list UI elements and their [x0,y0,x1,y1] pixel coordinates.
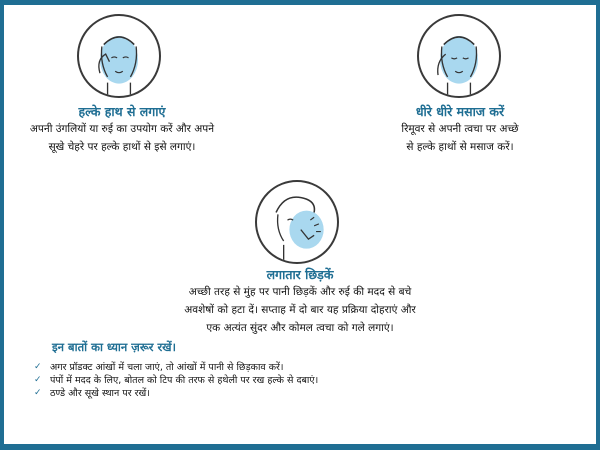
step-3-text [130,283,470,337]
list-item-text: पंपों में मदद के लिए, बोतल को टिप की तरफ से हथेली पर रख हल्के से दबाएं। [50,375,319,386]
step-3-title: लगातार छिड़कें [266,267,334,282]
checkmark-icon: ✓ [34,387,42,398]
step-2-text [346,120,574,156]
frame-top-border [0,0,600,5]
frame-left-border [0,0,4,450]
step-1-line: अपनी उंगलियों या रुई का उपयोग करें और अपने [29,123,215,135]
frame-right-border [596,0,600,450]
checkmark-icon: ✓ [34,374,42,385]
step-3-line: अवशेषों को हटा दें। सप्ताह में दो बार यह प्रक्रिया दोहराएं और [184,304,416,316]
frame-bottom-border [0,444,600,450]
step-3-line: अच्छी तरह से मुंह पर पानी छिड़कें और रुई की मदद से बचे [188,286,412,298]
notes-list [34,360,554,399]
notes-heading: इन बातों का ध्यान ज़रूर रखें। [52,340,176,354]
step-3-line: एक अत्यंत सुंदर और कोमल त्वचा को गले लगाएं। [206,322,394,334]
face-massage-icon [417,14,501,98]
step-2-line: रिमूवर से अपनी त्वचा पर अच्छे [401,123,519,135]
list-item [34,360,554,373]
list-item-text: ठण्डे और सूखे स्थान पर रखें। [50,388,150,399]
step-2-line: से हल्के हाथों से मसाज करें। [406,141,514,153]
step-1-line: सूखे चेहरे पर हल्के हाथों से इसे लगाएं। [48,141,196,153]
step-1-title: हल्के हाथ से लगाएं [78,104,166,119]
step-1-text [0,120,244,156]
step-2-title: धीरे धीरे मसाज करें [415,104,505,119]
list-item [34,373,554,386]
water-splash-face-icon [255,180,339,264]
face-applying-cream-icon [77,14,161,98]
checkmark-icon: ✓ [34,361,42,372]
list-item-text: अगर प्रॉडक्ट आंखों में चला जाएं, तो आंखों में पानी से छिड़काव करें। [50,362,284,373]
list-item [34,386,554,399]
